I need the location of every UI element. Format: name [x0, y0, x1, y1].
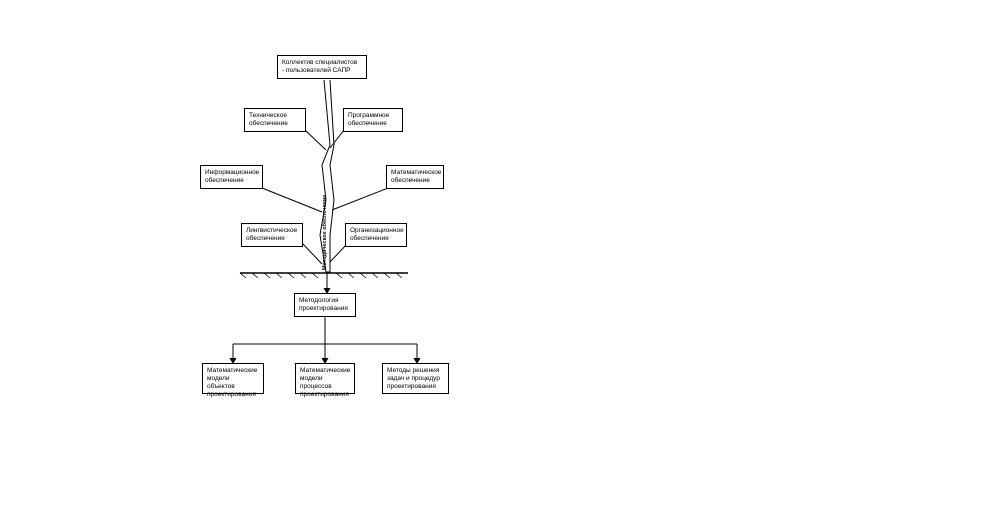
trunk-label: Методическое обеспечение — [322, 194, 328, 270]
leaf-models-box: Математические модели объектов проектирования — [202, 363, 264, 394]
root-box: Методология проектирования — [294, 293, 356, 317]
math-box: Математическое обеспечение — [386, 165, 444, 189]
branch-linguistic — [302, 243, 322, 264]
branch-information — [262, 188, 322, 212]
top-box: Коллектив специалистов - пользователей САПР — [277, 55, 367, 79]
branch-software — [330, 130, 344, 148]
linguistic-box: Лингвистическое обеспечение — [241, 223, 303, 247]
information-box: Информационное обеспечение — [200, 165, 263, 189]
branch-technical — [305, 130, 326, 150]
software-box: Программное обеспечение — [343, 108, 403, 132]
leaf-processes-box: Математические модели процессов проектирования — [295, 363, 355, 394]
technical-box: Техническое обеспечение — [244, 108, 306, 132]
branch-math — [332, 188, 388, 210]
leaf-methods-box: Методы решения задач и процедур проектирования — [382, 363, 449, 394]
organizational-box: Организационное обеспечение — [345, 223, 407, 247]
